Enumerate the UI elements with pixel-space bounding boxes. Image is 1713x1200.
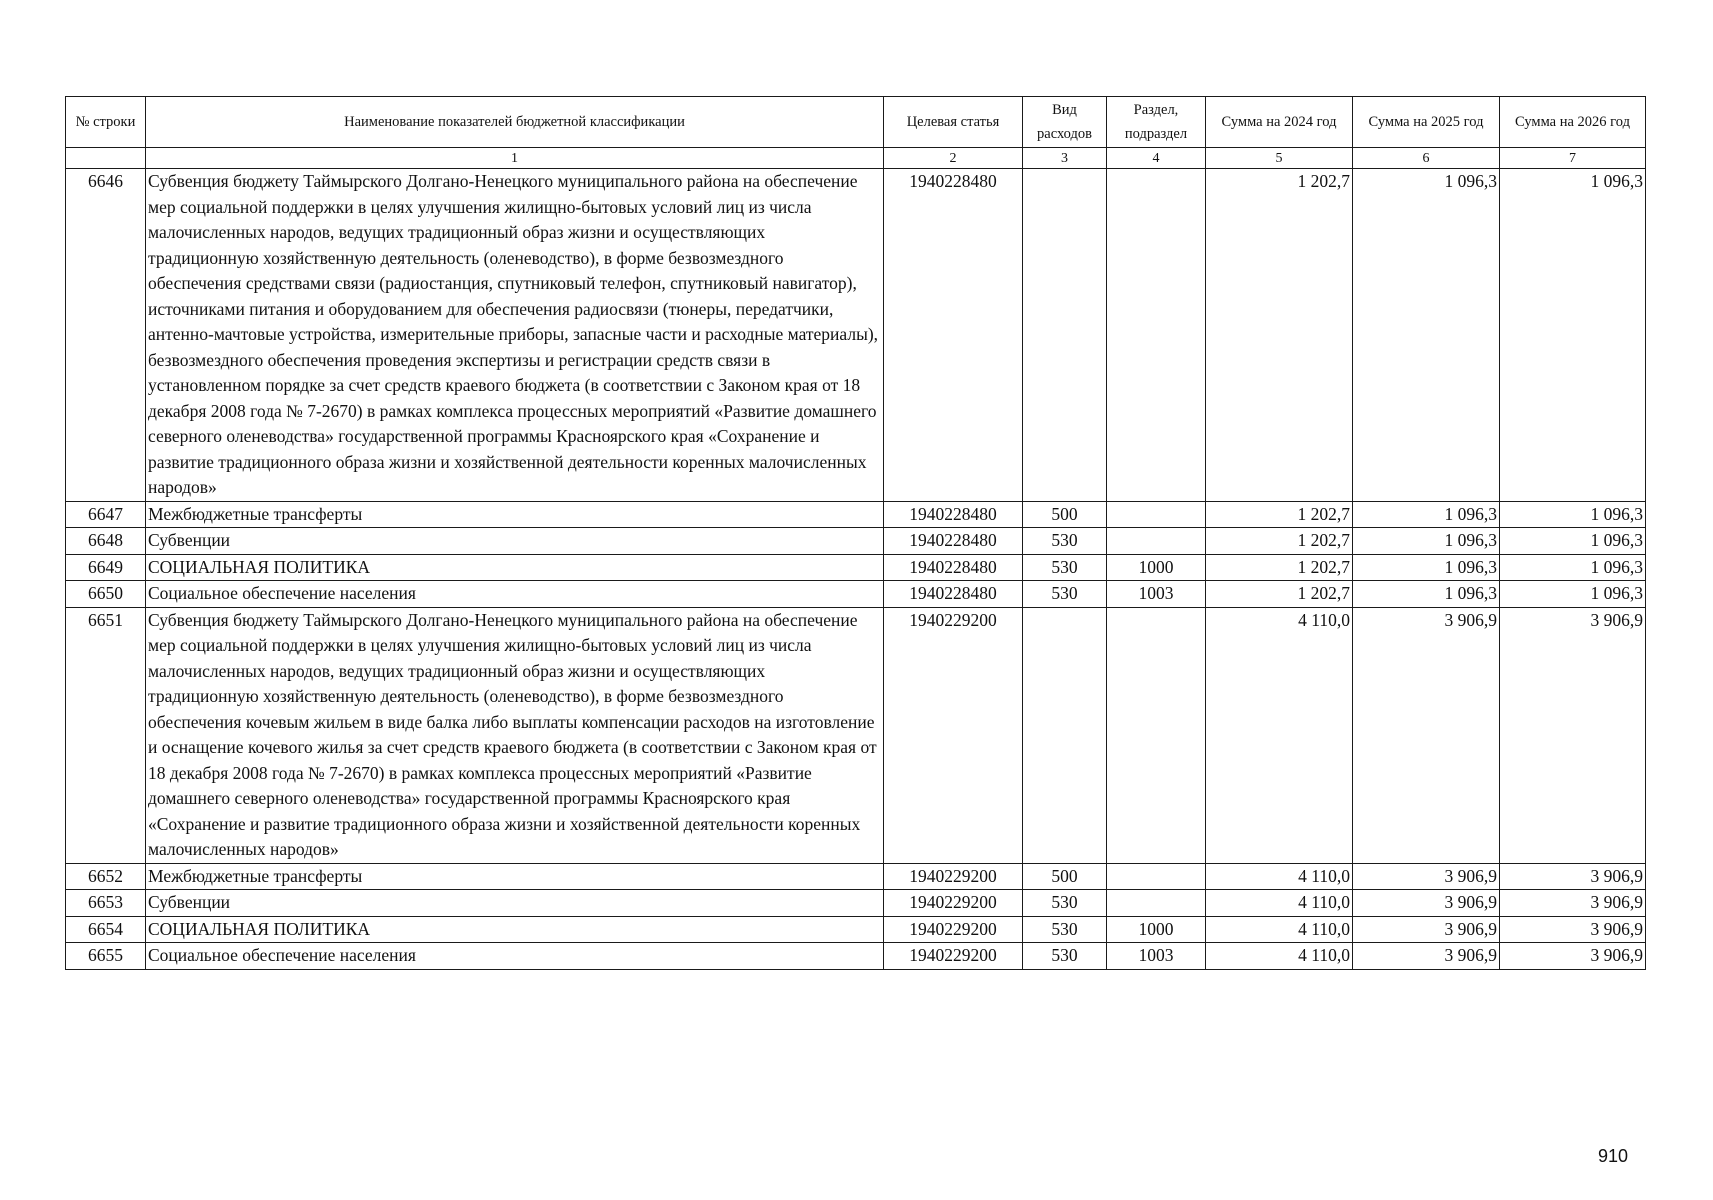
section-subsection: 1003 xyxy=(1107,943,1206,970)
indicator-name xyxy=(146,607,884,863)
page-number: 910 xyxy=(1598,1146,1629,1166)
row-number: 6653 xyxy=(66,890,146,917)
header-sum-2026: Сумма на 2026 год xyxy=(1500,97,1646,148)
table-row xyxy=(66,890,1646,917)
row-number: 6651 xyxy=(66,607,146,863)
row-number: 6646 xyxy=(66,169,146,502)
indicator-name-text: СОЦИАЛЬНАЯ ПОЛИТИКА xyxy=(148,556,371,577)
table-row xyxy=(66,863,1646,890)
sum-2026: 1 096,3 xyxy=(1500,581,1646,608)
table-row xyxy=(66,607,1646,863)
header-indicator-name: Наименование показателей бюджетной классификации xyxy=(146,97,884,148)
column-number-7: 7 xyxy=(1500,148,1646,169)
section-subsection xyxy=(1107,501,1206,528)
indicator-name-text: Межбюджетные трансферты xyxy=(148,503,363,524)
target-article: 1940229200 xyxy=(884,890,1023,917)
column-number-5: 5 xyxy=(1206,148,1353,169)
header-expense-type: Вид расходов xyxy=(1023,97,1107,148)
row-number: 6654 xyxy=(66,916,146,943)
sum-2025: 1 096,3 xyxy=(1353,169,1500,502)
sum-2024: 1 202,7 xyxy=(1206,169,1353,502)
sum-2026: 1 096,3 xyxy=(1500,169,1646,502)
target-article: 1940229200 xyxy=(884,943,1023,970)
sum-2024: 4 110,0 xyxy=(1206,890,1353,917)
section-subsection xyxy=(1107,607,1206,863)
indicator-name-text: Субвенции xyxy=(148,530,231,550)
indicator-name-text: Социальное обеспечение населения xyxy=(148,583,416,603)
row-number: 6647 xyxy=(66,501,146,528)
row-number: 6650 xyxy=(66,581,146,608)
section-subsection xyxy=(1107,528,1206,555)
indicator-name-text: Межбюджетные трансферты xyxy=(148,865,363,886)
column-number-6: 6 xyxy=(1353,148,1500,169)
table-row xyxy=(66,501,1646,528)
budget-classification-table xyxy=(65,96,1646,970)
expense-type: 530 xyxy=(1023,890,1107,917)
sum-2024: 1 202,7 xyxy=(1206,528,1353,555)
table-header xyxy=(66,97,1646,169)
indicator-name xyxy=(146,528,884,555)
section-subsection xyxy=(1107,890,1206,917)
target-article: 1940229200 xyxy=(884,916,1023,943)
table-row xyxy=(66,528,1646,555)
target-article: 1940228480 xyxy=(884,554,1023,581)
target-article: 1940228480 xyxy=(884,169,1023,502)
column-number-3: 3 xyxy=(1023,148,1107,169)
expense-type: 500 xyxy=(1023,863,1107,890)
row-number: 6649 xyxy=(66,554,146,581)
sum-2025: 3 906,9 xyxy=(1353,863,1500,890)
indicator-name xyxy=(146,581,884,608)
indicator-name-text: СОЦИАЛЬНАЯ ПОЛИТИКА xyxy=(148,918,371,939)
expense-type: 530 xyxy=(1023,581,1107,608)
target-article: 1940228480 xyxy=(884,528,1023,555)
indicator-name-text: Социальное обеспечение населения xyxy=(148,945,416,965)
indicator-name xyxy=(146,943,884,970)
budget-table-sheet xyxy=(65,96,1645,970)
indicator-name xyxy=(146,554,884,581)
section-subsection: 1000 xyxy=(1107,554,1206,581)
target-article: 1940229200 xyxy=(884,863,1023,890)
table-row xyxy=(66,169,1646,502)
indicator-name xyxy=(146,916,884,943)
table-row xyxy=(66,581,1646,608)
indicator-name-text: Субвенция бюджету Таймырского Долгано-Ненецкого муниципального района на обеспечение мер социальной поддержки в целях улучшения жилищно-бытовых условий лиц из числа малочисленных народов, ведущих традиционный образ жизни и осуществляющих традиционную хозяйственную деятельность (оленеводство), в форме безвозмездного обеспечения кочевым жильем в виде балка либо выплаты компенсации расходов на изготовление и оснащение кочевого жилья за счет средств краевого бюджета (в соответствии с Законом края от 18 декабря 2008 года № 7-2670) в рамках комплекса процессных мероприятий «Развитие домашнего северного оленеводства» государственной программы Красноярского края «Сохранение и развитие традиционного образа жизни и хозяйственной деятельности коренных малочисленных народов» xyxy=(148,609,877,859)
header-sum-2025: Сумма на 2025 год xyxy=(1353,97,1500,148)
sum-2024: 1 202,7 xyxy=(1206,581,1353,608)
section-subsection xyxy=(1107,863,1206,890)
sum-2025: 1 096,3 xyxy=(1353,581,1500,608)
target-article: 1940228480 xyxy=(884,581,1023,608)
sum-2024: 4 110,0 xyxy=(1206,916,1353,943)
section-subsection xyxy=(1107,169,1206,502)
sum-2026: 1 096,3 xyxy=(1500,554,1646,581)
expense-type xyxy=(1023,607,1107,863)
sum-2024: 4 110,0 xyxy=(1206,943,1353,970)
sum-2025: 3 906,9 xyxy=(1353,916,1500,943)
indicator-name xyxy=(146,169,884,502)
expense-type: 530 xyxy=(1023,943,1107,970)
expense-type: 530 xyxy=(1023,554,1107,581)
table-body xyxy=(66,169,1646,970)
section-subsection: 1003 xyxy=(1107,581,1206,608)
sum-2026: 1 096,3 xyxy=(1500,528,1646,555)
sum-2026: 1 096,3 xyxy=(1500,501,1646,528)
indicator-name xyxy=(146,890,884,917)
header-section-subsection: Раздел, подраздел xyxy=(1107,97,1206,148)
target-article: 1940228480 xyxy=(884,501,1023,528)
sum-2025: 3 906,9 xyxy=(1353,943,1500,970)
target-article: 1940229200 xyxy=(884,607,1023,863)
indicator-name xyxy=(146,863,884,890)
row-number: 6655 xyxy=(66,943,146,970)
header-row xyxy=(66,97,1646,148)
sum-2025: 3 906,9 xyxy=(1353,890,1500,917)
table-row xyxy=(66,916,1646,943)
table-row xyxy=(66,943,1646,970)
section-subsection: 1000 xyxy=(1107,916,1206,943)
column-number-2: 2 xyxy=(884,148,1023,169)
row-number: 6648 xyxy=(66,528,146,555)
sum-2026: 3 906,9 xyxy=(1500,943,1646,970)
sum-2026: 3 906,9 xyxy=(1500,607,1646,863)
column-number-row xyxy=(66,148,1646,169)
expense-type: 500 xyxy=(1023,501,1107,528)
sum-2025: 1 096,3 xyxy=(1353,501,1500,528)
expense-type: 530 xyxy=(1023,916,1107,943)
expense-type: 530 xyxy=(1023,528,1107,555)
sum-2025: 3 906,9 xyxy=(1353,607,1500,863)
header-target-article: Целевая статья xyxy=(884,97,1023,148)
column-number-4: 4 xyxy=(1107,148,1206,169)
sum-2024: 1 202,7 xyxy=(1206,501,1353,528)
sum-2024: 1 202,7 xyxy=(1206,554,1353,581)
expense-type xyxy=(1023,169,1107,502)
column-number-1: 1 xyxy=(146,148,884,169)
sum-2024: 4 110,0 xyxy=(1206,607,1353,863)
header-row-number: № строки xyxy=(66,97,146,148)
sum-2024: 4 110,0 xyxy=(1206,863,1353,890)
sum-2025: 1 096,3 xyxy=(1353,554,1500,581)
column-number-0 xyxy=(66,148,146,169)
indicator-name xyxy=(146,501,884,528)
row-number: 6652 xyxy=(66,863,146,890)
table-row xyxy=(66,554,1646,581)
indicator-name-text: Субвенции xyxy=(148,892,231,912)
sum-2026: 3 906,9 xyxy=(1500,890,1646,917)
header-sum-2024: Сумма на 2024 год xyxy=(1206,97,1353,148)
sum-2025: 1 096,3 xyxy=(1353,528,1500,555)
sum-2026: 3 906,9 xyxy=(1500,863,1646,890)
sum-2026: 3 906,9 xyxy=(1500,916,1646,943)
indicator-name-text: Субвенция бюджету Таймырского Долгано-Ненецкого муниципального района на обеспечение мер социальной поддержки в целях улучшения жилищно-бытовых условий лиц из числа малочисленных народов, ведущих традиционный образ жизни и осуществляющих традиционную хозяйственную деятельность (оленеводство), в форме безвозмездного обеспечения средствами связи (радиостанция, спутниковый телефон, спутниковый навигатор), источниками питания и оборудованием для обеспечения радиосвязи (тюнеры, передатчики, антенно-мачтовые устройства, измерительные приборы, запасные части и расходные материалы), безвозмездного обеспечения проведения экспертизы и регистрации средств связи в установленном порядке за счет средств краевого бюджета (в соответствии с Законом края от 18 декабря 2008 года № 7-2670) в рамках комплекса процессных мероприятий «Развитие домашнего северного оленеводства» государственной программы Красноярского края «Сохранение и развитие традиционного образа жизни и хозяйственной деятельности коренных малочисленных народов» xyxy=(148,171,879,497)
